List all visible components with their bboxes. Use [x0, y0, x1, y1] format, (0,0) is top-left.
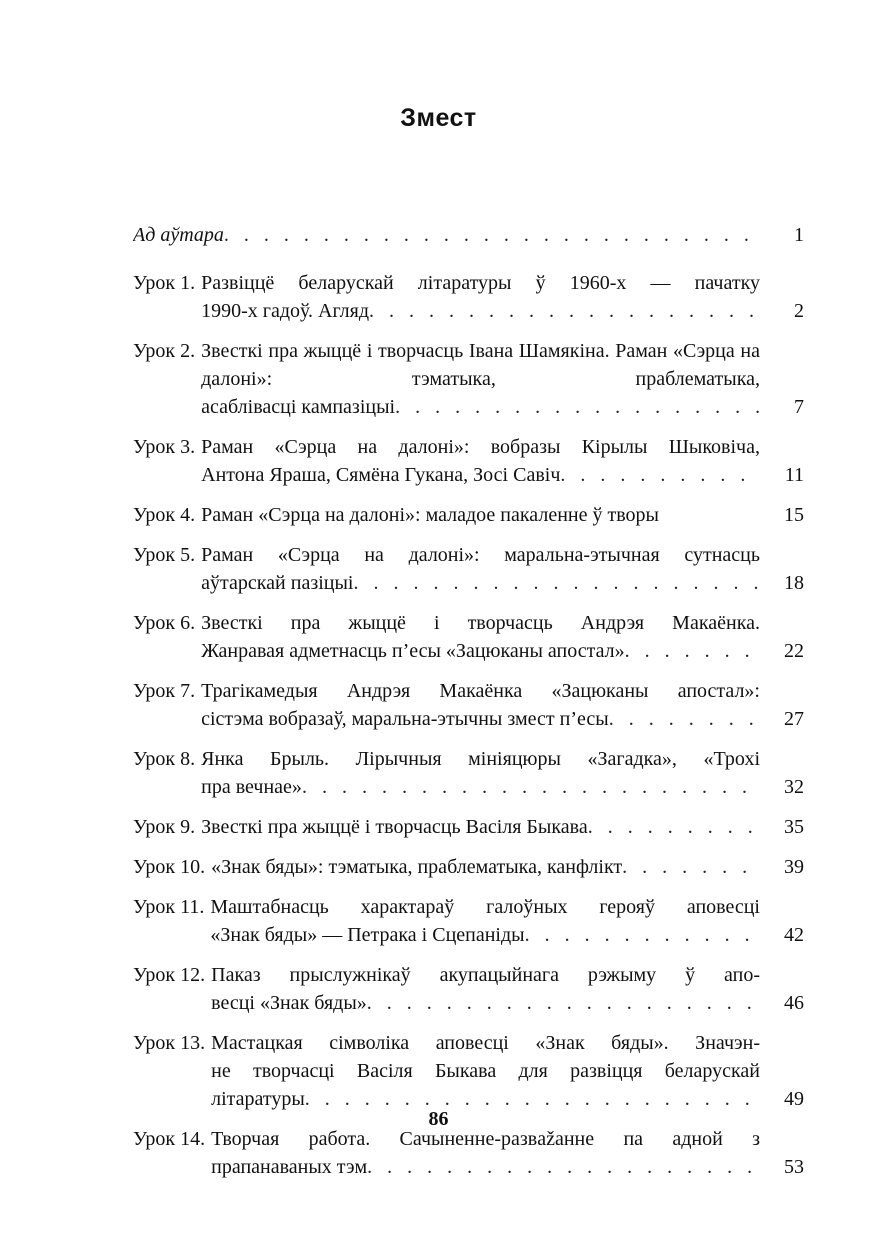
- toc-entry-lesson-3[interactable]: [133, 433, 804, 489]
- toc-entry-line: Мастацкая сімволіка аповесці «Знак бяды». Значэн-: [211, 1032, 760, 1054]
- lesson-label: Урок 13.: [133, 1032, 206, 1054]
- dot-leader: [622, 853, 760, 881]
- toc-page-number: 27: [784, 708, 804, 730]
- toc-entry-lesson-2[interactable]: [133, 337, 804, 421]
- toc-page-number: 18: [784, 572, 804, 594]
- toc-page-number: 15: [784, 504, 804, 526]
- lesson-label: Урок 4.: [133, 504, 196, 526]
- lesson-label: Урок 3.: [133, 436, 196, 458]
- toc-entry-line: весці «Знак бяды»: [211, 992, 367, 1014]
- toc-entry-lesson-7[interactable]: [133, 677, 804, 733]
- toc-entry-lesson-5[interactable]: [133, 541, 804, 597]
- toc-entry-lesson-4[interactable]: [133, 501, 804, 529]
- dot-leader: [395, 393, 760, 421]
- lesson-label: Урок 7.: [133, 680, 196, 702]
- toc-entry-lesson-6[interactable]: [133, 609, 804, 665]
- dot-leader: [560, 461, 760, 489]
- lesson-label: Урок 8.: [133, 748, 196, 770]
- toc-entry-preface[interactable]: [133, 221, 804, 249]
- toc-entry-lesson-9[interactable]: [133, 813, 804, 841]
- toc-page-number: 39: [784, 856, 804, 878]
- toc-entry-lesson-1[interactable]: [133, 269, 804, 325]
- dot-leader: [367, 989, 760, 1017]
- dot-leader: [609, 705, 760, 733]
- toc-entry-line: прапанаваных тэм: [211, 1156, 368, 1178]
- page-number: 86: [428, 1108, 449, 1130]
- toc-entry-lesson-12[interactable]: [133, 961, 804, 1017]
- toc-page-number: 2: [794, 300, 804, 322]
- dot-leader: [588, 813, 760, 841]
- toc-page-number: 35: [784, 816, 804, 838]
- toc-entry-lesson-14[interactable]: [133, 1125, 804, 1181]
- toc-entry-line: Звесткі пра жыццё і творчасць Андрэя Макаёнка.: [201, 612, 760, 634]
- lesson-label: Урок 2.: [133, 340, 196, 362]
- toc-entry-line: 1990-х гадоў. Агляд: [201, 300, 370, 322]
- lesson-label: Урок 9.: [133, 816, 196, 838]
- lesson-label: Урок 12.: [133, 964, 206, 986]
- toc-entry-line: Антона Яраша, Сямёна Гукана, Зосі Савіч: [201, 464, 561, 486]
- lesson-label: Урок 6.: [133, 612, 196, 634]
- toc-entry-line: Раман «Сэрца на далоні»: вобразы Кірылы Шыковіча,: [201, 436, 760, 458]
- toc-page-number: 32: [784, 776, 804, 798]
- toc-entry-line: Развіццё беларускай літаратуры ў 1960-х — пачатку: [201, 272, 760, 294]
- toc-entry-line: Раман «Сэрца на далоні»: маральна-этычная сутнасць: [201, 544, 760, 566]
- toc-entry-line: Янка Брыль. Лірычныя мініяцюры «Загадка», «Трохі: [201, 748, 760, 770]
- toc-entry-line: «Знак бяды» — Петрака і Сцепаніды: [210, 924, 525, 946]
- page-title: Змест: [400, 104, 477, 132]
- toc-entry-line: літаратуры: [211, 1088, 305, 1110]
- dot-leader: [224, 221, 760, 249]
- toc-entry-lesson-13[interactable]: [133, 1029, 804, 1113]
- toc-entry-line: не творчасці Васіля Быкава для развіцця беларускай: [211, 1060, 760, 1082]
- toc-page-number: 46: [784, 992, 804, 1014]
- lesson-label: Урок 5.: [133, 544, 196, 566]
- toc-entry-line: аўтарскай пазіцыі: [201, 572, 354, 594]
- table-of-contents: [133, 221, 804, 1193]
- toc-page-number: 53: [784, 1156, 804, 1178]
- lesson-label: Урок 10.: [133, 856, 206, 878]
- toc-entry-title: Ад аўтара: [133, 224, 224, 246]
- toc-entry-line: сістэма вобразаў, маральна-этычны змест п’есы: [201, 708, 609, 730]
- dot-leader: [525, 921, 760, 949]
- toc-entry-line: Маштабнасць характараў галоўных герояў аповесці: [210, 896, 760, 918]
- toc-entry-lesson-10[interactable]: [133, 853, 804, 881]
- toc-entry-line: Паказ прыслужнікаў акупацыйнага рэжыму ў апо-: [211, 964, 760, 986]
- toc-page-number: 49: [784, 1088, 804, 1110]
- toc-entry-line: Творчая работа. Сачыненне-развažанне па адной з: [211, 1128, 760, 1150]
- toc-page-number: 42: [784, 924, 804, 946]
- toc-entry-line: пра вечнае»: [201, 776, 302, 798]
- dot-leader: [369, 297, 760, 325]
- lesson-label: Урок 11.: [133, 896, 205, 918]
- toc-page-number: 22: [784, 640, 804, 662]
- toc-entry-line: Звесткі пра жыццё і творчасць Івана Шамякіна. Раман «Сэрца на далоні»: тэматыка, праблематыка,: [201, 340, 760, 390]
- toc-page-number: 7: [794, 396, 804, 418]
- toc-entry-lesson-11[interactable]: [133, 893, 804, 949]
- dot-leader: [302, 773, 760, 801]
- toc-entry-line: «Знак бяды»: тэматыка, праблематыка, канфлікт: [211, 856, 623, 878]
- toc-entry-line: Звесткі пра жыццё і творчасць Васіля Быкава: [201, 816, 588, 838]
- toc-entry-line: Раман «Сэрца на далоні»: маладое пакаленне ў творы: [201, 504, 659, 526]
- dot-leader: [353, 569, 760, 597]
- toc-entry-lesson-8[interactable]: [133, 745, 804, 801]
- lesson-label: Урок 14.: [133, 1128, 206, 1150]
- lesson-label: Урок 1.: [133, 272, 196, 294]
- dot-leader: [367, 1153, 760, 1181]
- toc-entry-line: Жанравая адметнасць п’есы «Зацюканы апостал»: [201, 640, 625, 662]
- toc-entry-line: асаблівасці кампазіцыі: [201, 396, 396, 418]
- dot-leader: [625, 637, 760, 665]
- toc-entry-line: Трагікамедыя Андрэя Макаёнка «Зацюканы апостал»:: [201, 680, 760, 702]
- toc-page-number: 11: [784, 464, 804, 486]
- toc-page-number: 1: [794, 224, 804, 246]
